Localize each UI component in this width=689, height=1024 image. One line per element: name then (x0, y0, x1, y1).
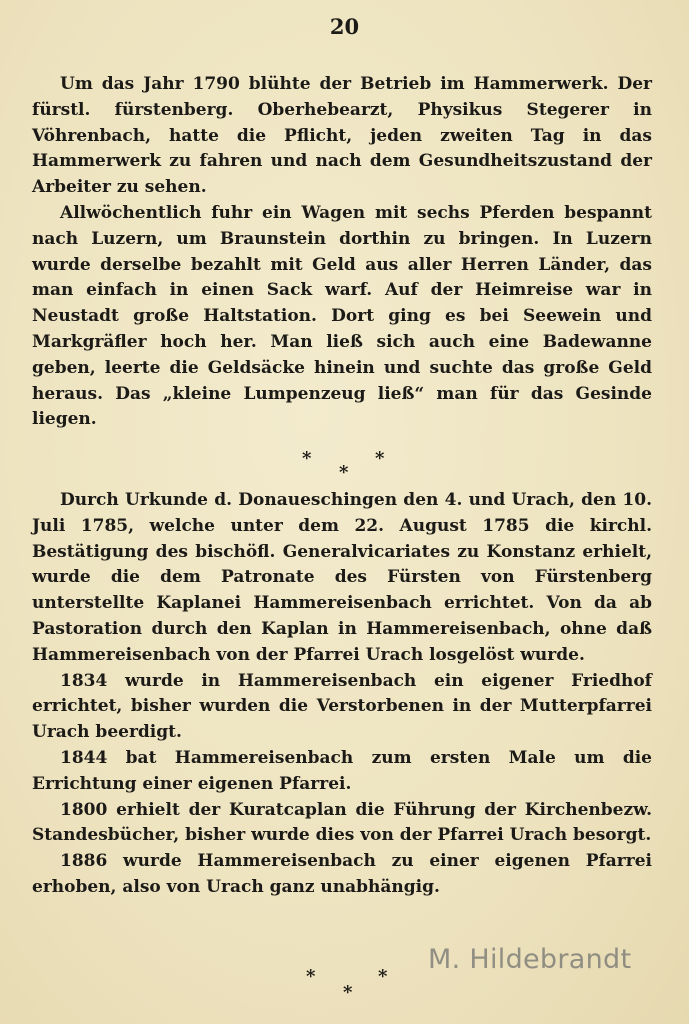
divider-star: * (343, 982, 353, 1003)
paragraph-1834: 1834 wurde in Hammereisenbach ein eigener Friedhof errichtet, bisher wurden die Verstorbenen in der Mutterpfarrei Urach beerdigt. (32, 670, 652, 743)
section-divider-1 (0, 450, 689, 484)
page-number: 20 (329, 14, 360, 39)
paragraph-kaplanei: Durch Urkunde d. Donaueschingen den 4. und Urach, den 10. Juli 1785, welche unter dem 22. August 1785 die kirchl. Bestätigung des bischöfl. Generalvicariates zu Konstanz erhielt, wurde die dem Patronate des Fürsten von Fürstenberg unterstellte Kaplanei Hammereisenbach errichtet. Von da ab Pastoration durch den Kaplan in Hammereisenbach, ohne daß Hammereisenbach von der Pfarrei Urach losgelöst wurde. (32, 490, 652, 665)
paragraph-hammerwerk: Um das Jahr 1790 blühte der Betrieb im Hammerwerk. Der fürstl. fürstenberg. Oberhebearzt, Physikus Stegerer in Vöhrenbach, hatte die Pflicht, jeden zweiten Tag in das Hammerwerk zu fahren und nach dem Gesundheitszustand der Arbeiter zu sehen. (32, 74, 652, 198)
paragraph-1844: 1844 bat Hammereisenbach zum ersten Male um die Errichtung einer eigenen Pfarrei. (32, 747, 652, 794)
divider-star: * (302, 448, 312, 469)
divider-star: * (339, 462, 349, 483)
paragraph-1800: 1800 erhielt der Kuratcaplan die Führung der Kirchenbezw. Standesbücher, bisher wurde dies von der Pfarrei Urach besorgt. (32, 799, 652, 846)
section-2-text (32, 488, 652, 901)
divider-star: * (378, 966, 388, 987)
divider-star: * (306, 966, 316, 987)
paragraph-1886: 1886 wurde Hammereisenbach zu einer eigenen Pfarrei erhoben, also von Urach ganz unabhängig. (32, 851, 652, 897)
photographer-watermark: M. Hildebrandt (428, 944, 632, 975)
paragraph-luzern: Allwöchentlich fuhr ein Wagen mit sechs Pferden bespannt nach Luzern, um Braunstein dorthin zu bringen. In Luzern wurde derselbe bezahlt mit Geld aus aller Herren Länder, das man einfach in einen Sack warf. Auf der Heimreise war in Neustadt große Haltstation. Dort ging es bei Seewein und Markgräfler hoch her. Man ließ sich auch eine Badewanne geben, leerte die Geldsäcke hinein und suchte das große Geld heraus. Das „kleine Lumpenzeug ließ“ man für das Gesinde liegen. (32, 202, 652, 430)
divider-star: * (375, 448, 385, 469)
section-1-text (32, 72, 652, 433)
